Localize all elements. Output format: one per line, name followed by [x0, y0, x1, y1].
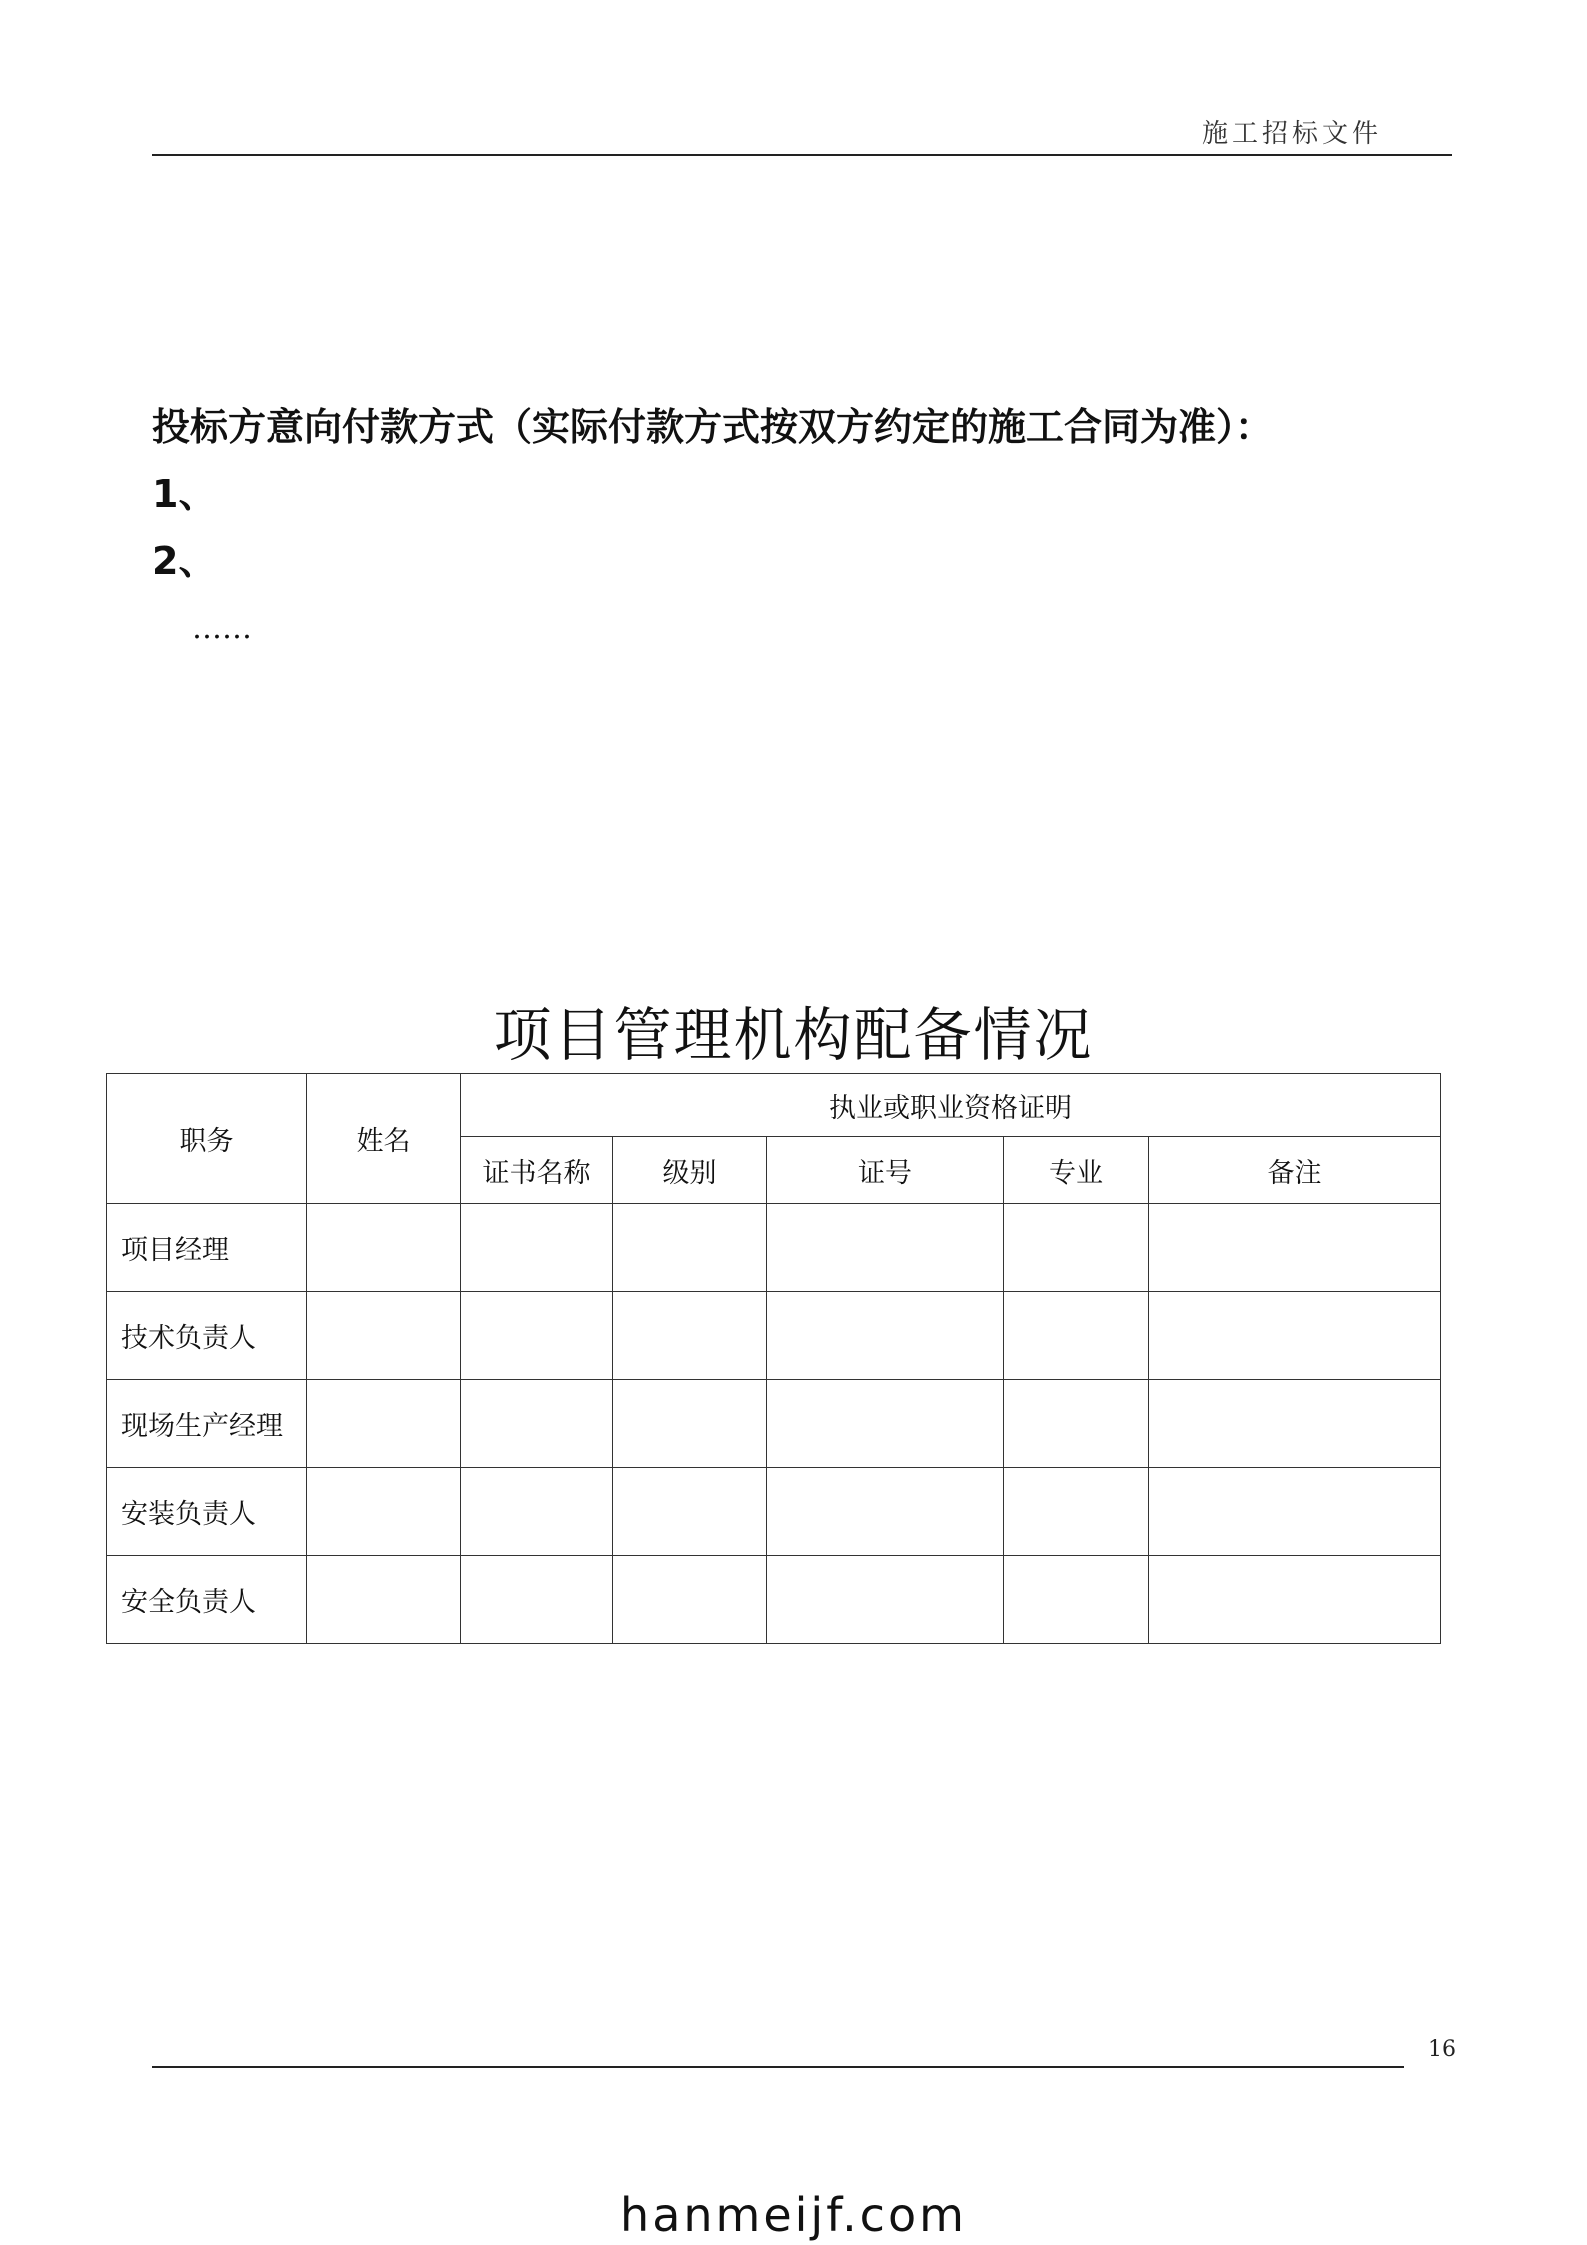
footer-rule	[152, 2066, 1404, 2068]
page-number: 16	[1428, 2037, 1456, 2062]
cell-remarks	[1149, 1380, 1441, 1468]
table-row	[107, 1468, 1441, 1556]
table-row	[107, 1380, 1441, 1468]
cell-certificate-name	[461, 1204, 613, 1292]
payment-ellipsis: ……	[192, 611, 252, 646]
cell-name	[307, 1468, 461, 1556]
cell-major	[1004, 1204, 1149, 1292]
header-rule	[152, 154, 1452, 156]
cell-certificate-number	[767, 1468, 1004, 1556]
header-name: 姓名	[307, 1074, 461, 1204]
cell-remarks	[1149, 1468, 1441, 1556]
cell-certificate-number	[767, 1292, 1004, 1380]
row-position: 现场生产经理	[107, 1380, 307, 1468]
cell-remarks	[1149, 1292, 1441, 1380]
cell-level	[613, 1556, 767, 1644]
cell-remarks	[1149, 1204, 1441, 1292]
cell-name	[307, 1204, 461, 1292]
header-certificate-name: 证书名称	[461, 1137, 613, 1204]
cell-certificate-name	[461, 1380, 613, 1468]
header-certificate-number: 证号	[767, 1137, 1004, 1204]
row-position: 安全负责人	[107, 1556, 307, 1644]
cell-name	[307, 1292, 461, 1380]
cell-major	[1004, 1380, 1149, 1468]
payment-section	[152, 394, 1273, 662]
header-qualification: 执业或职业资格证明	[461, 1074, 1441, 1137]
table-row	[107, 1292, 1441, 1380]
header-major: 专业	[1004, 1137, 1149, 1204]
cell-major	[1004, 1468, 1149, 1556]
watermark-text: hanmeijf.com	[620, 2188, 967, 2242]
payment-heading: 投标方意向付款方式（实际付款方式按双方约定的施工合同为准）：	[152, 405, 1274, 449]
cell-name	[307, 1556, 461, 1644]
header-level: 级别	[613, 1137, 767, 1204]
cell-certificate-name	[461, 1292, 613, 1380]
header-title: 施工招标文件	[1201, 119, 1382, 149]
header-remarks: 备注	[1149, 1137, 1441, 1204]
table-header-row	[107, 1074, 1441, 1137]
cell-name	[307, 1380, 461, 1468]
cell-certificate-number	[767, 1204, 1004, 1292]
row-position: 安装负责人	[107, 1468, 307, 1556]
cell-level	[613, 1468, 767, 1556]
cell-level	[613, 1380, 767, 1468]
payment-item-1: 1、	[152, 472, 217, 516]
row-position: 技术负责人	[107, 1292, 307, 1380]
payment-item-2: 2、	[152, 539, 217, 583]
cell-certificate-name	[461, 1556, 613, 1644]
cell-certificate-number	[767, 1380, 1004, 1468]
table-row	[107, 1556, 1441, 1644]
staff-table	[106, 1073, 1441, 1644]
cell-certificate-number	[767, 1556, 1004, 1644]
cell-major	[1004, 1292, 1149, 1380]
cell-remarks	[1149, 1556, 1441, 1644]
cell-level	[613, 1204, 767, 1292]
cell-major	[1004, 1556, 1149, 1644]
table-title: 项目管理机构配备情况	[493, 1001, 1094, 1069]
cell-certificate-name	[461, 1468, 613, 1556]
row-position: 项目经理	[107, 1204, 307, 1292]
header-position: 职务	[107, 1074, 307, 1204]
table-row	[107, 1204, 1441, 1292]
cell-level	[613, 1292, 767, 1380]
